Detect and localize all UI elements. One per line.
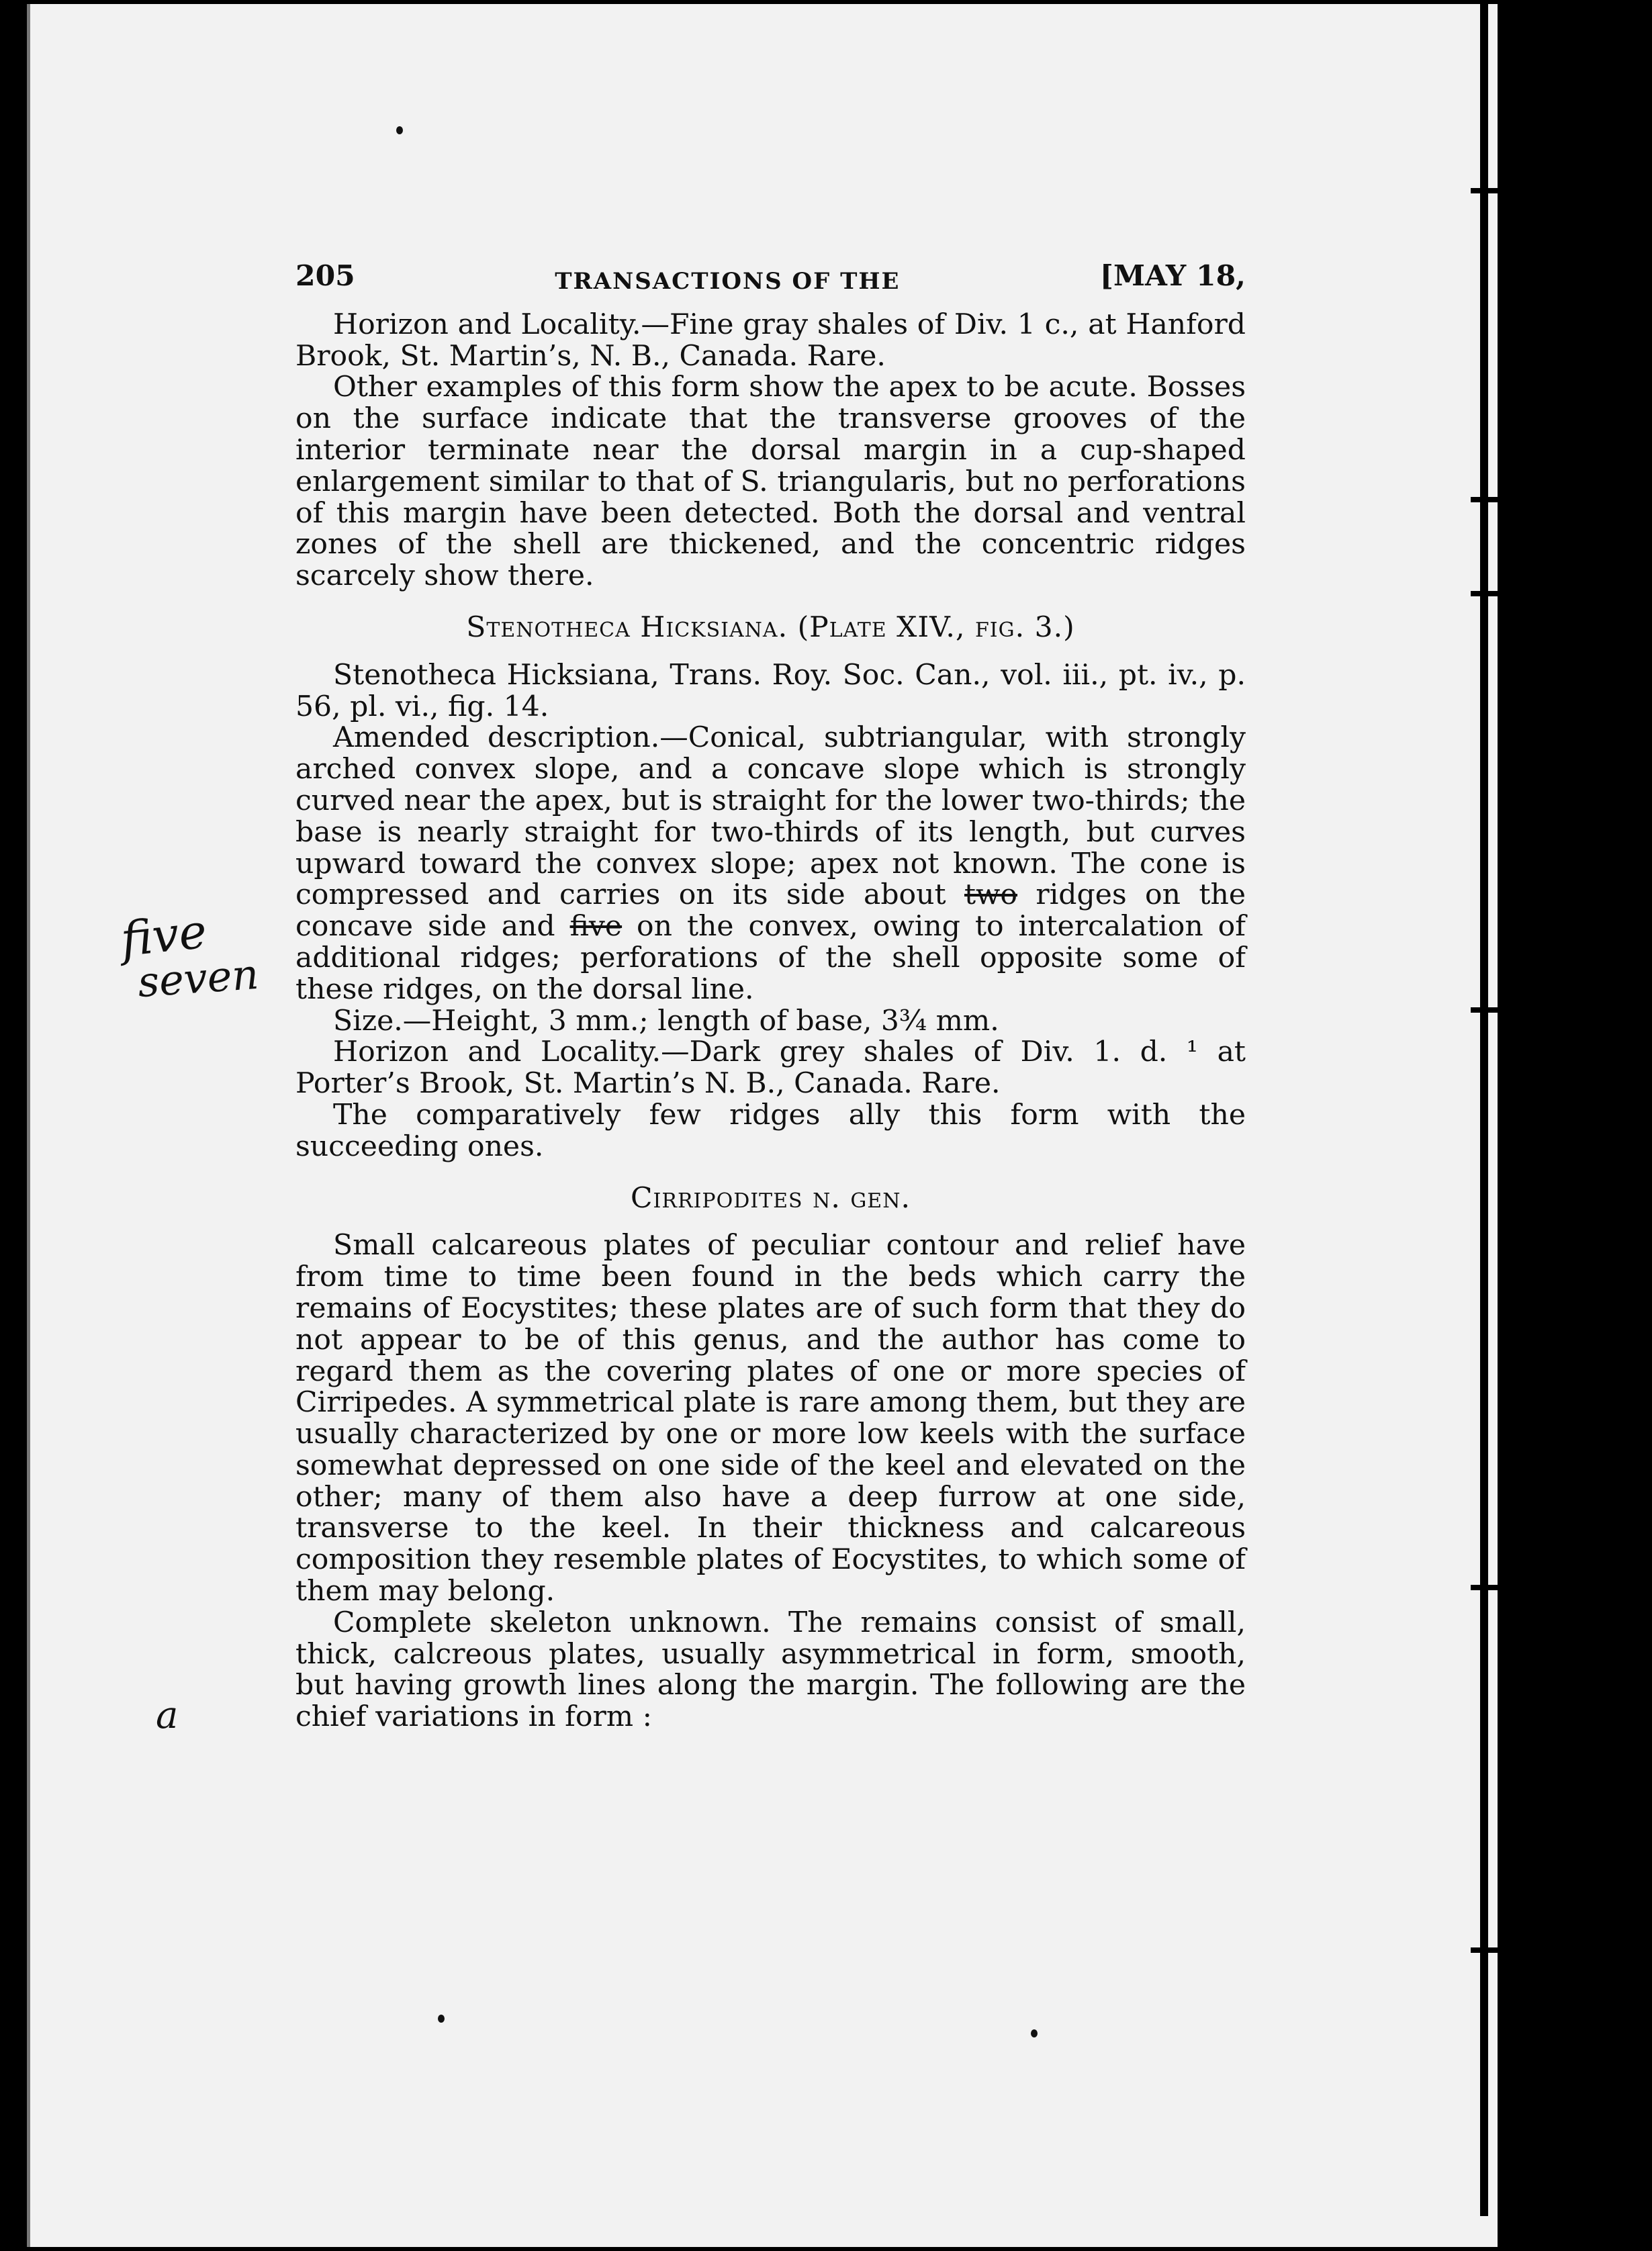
section-title-stenotheca: Stenotheca Hicksiana. (Plate XIV., fig. 3.)	[466, 610, 1075, 644]
binding-mark	[1471, 1947, 1498, 1953]
header-date: [MAY 18,	[1099, 259, 1246, 293]
paragraph-comparison: The comparatively few ridges ally this form with the succeeding ones.	[295, 1098, 1246, 1163]
section-title-cirripodites: Cirripodites n. gen.	[631, 1181, 911, 1215]
struck-word: five	[569, 910, 623, 944]
paragraph-size: Size.—Height, 3 mm.; length of base, 3¾ mm.	[333, 1004, 999, 1038]
handwritten-note-seven: seven	[136, 949, 261, 1007]
binding-edge	[1480, 0, 1488, 2216]
speck	[1031, 2029, 1038, 2037]
speck	[396, 126, 403, 134]
paragraph-horizon-1: Horizon and Locality.—Fine gray shales of Div. 1 c., at Hanford Brook, St. Martin’s, N. B., Canada. Rare.	[295, 308, 1246, 373]
paragraph-reference: Stenotheca Hicksiana, Trans. Roy. Soc. Can., vol. iii., pt. iv., p. 56, pl. vi., fig. 14.	[295, 658, 1246, 723]
binding-mark	[1471, 1585, 1498, 1590]
handwritten-note-five: five	[118, 903, 210, 968]
page-header	[295, 261, 1246, 297]
page-number: 205	[295, 259, 355, 293]
paragraph-other-examples: Other examples of this form show the apex to be acute. Bosses on the surface indicate that the transverse grooves of the interior terminate near the dorsal margin in a cup-shaped enlargement similar to that of S. triangularis, but no perforations of this margin have been detected. Both the dorsal and ventral zones of the shell are thickened, and the concentric ridges scarcely show there.	[295, 371, 1246, 593]
handwritten-note-a: a	[156, 1694, 179, 1737]
paragraph-calcareous-plates: Small calcareous plates of peculiar contour and relief have from time to time been found in the beds which carry the remains of Eocystites; these plates are of such form that they do not appear to be of this genus, and the author has come to regard them as the covering plates of one or more species of Cirripedes. A symmetrical plate is rare among them, but they are usually characterized by one or more low keels with the surface somewhat depressed on one side of the keel and elevated on the other; many of them also have a deep furrow at one side, transverse to the keel. In their thickness and calcareous composition they resemble plates of Eocystites, to which some of them may belong.	[295, 1229, 1246, 1608]
binding-mark	[1471, 188, 1498, 193]
paragraph-complete-skeleton: Complete skeleton unknown. The remains consist of small, thick, calcreous plates, usually asymmetrical in form, smooth, but having growth lines along the margin. The following are the chief variations in form :	[295, 1606, 1246, 1734]
binding-mark	[1471, 497, 1498, 502]
binding-mark	[1471, 591, 1498, 596]
paragraph-horizon-2: Horizon and Locality.—Dark grey shales of Div. 1. d. ¹ at Porter’s Brook, St. Martin’s N. B., Canada. Rare.	[295, 1036, 1246, 1101]
page-body	[295, 261, 1246, 1733]
paragraph-amended-description: Amended description.—Conical, subtriangular, with strongly arched convex slope, and a concave slope which is strongly curved near the apex, but is straight for the lower two-thirds; the base is nearly straight for two-thirds of its length, but curves upward toward the convex slope; apex not known. The cone is compressed and carries on its side about two ridges on the concave side and five on the convex, owing to intercalation of additional ridges; perforations of the shell opposite some of these ridges, on the dorsal line.	[295, 721, 1246, 1006]
speck	[438, 2015, 445, 2023]
binding-mark	[1471, 1007, 1498, 1013]
struck-word: two	[964, 878, 1018, 912]
running-title: TRANSACTIONS OF THE	[555, 268, 901, 295]
